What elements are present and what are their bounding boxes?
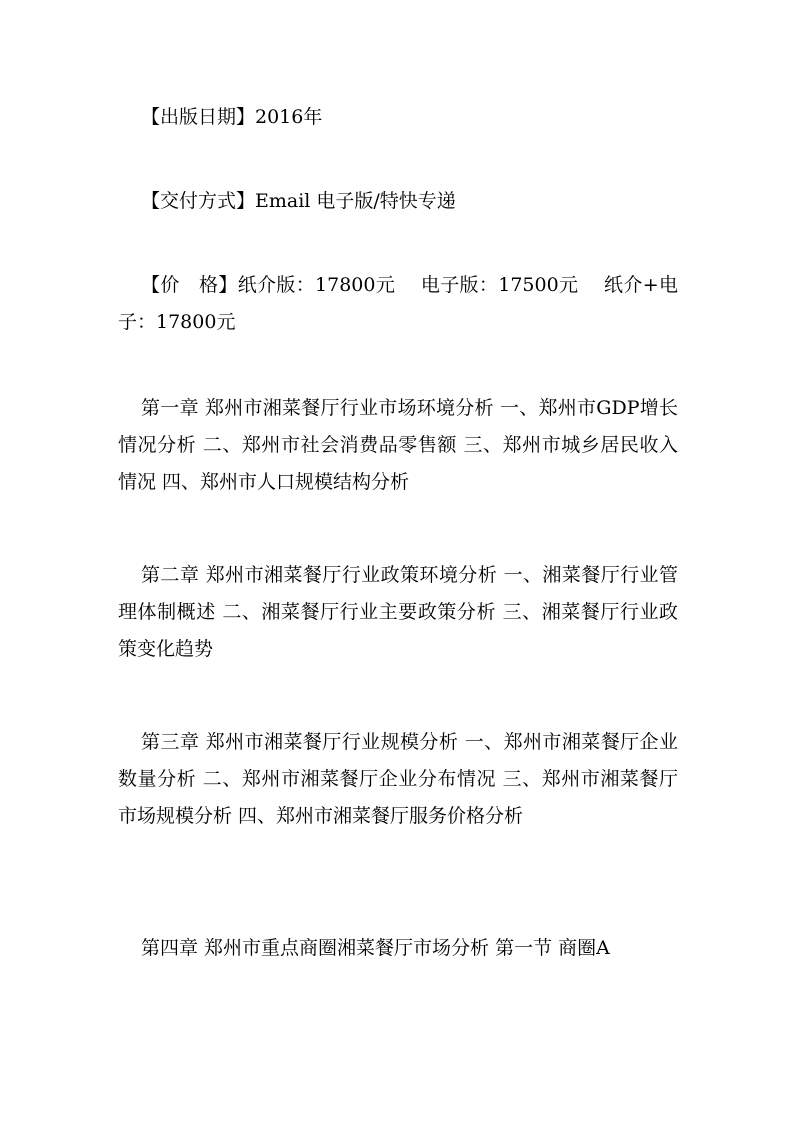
chapter-3-paragraph: 第三章 郑州市湘菜餐厅行业规模分析 一、郑州市湘菜餐厅企业数量分析 二、郑州市湘菜餐厅企业分布情况 三、郑州市湘菜餐厅市场规模分析 四、郑州市湘菜餐厅服务价格分析: [118, 731, 678, 827]
chapter-4-paragraph: 第四章 郑州市重点商圈湘菜餐厅市场分析 第一节 商圈A: [141, 937, 610, 959]
chapter-1-paragraph: 第一章 郑州市湘菜餐厅行业市场环境分析 一、郑州市GDP增长情况分析 二、郑州市社会消费品零售额 三、郑州市城乡居民收入情况 四、郑州市人口规模结构分析: [118, 397, 678, 493]
publish-date-line: 【出版日期】2016年: [141, 106, 323, 128]
price-line: 【价 格】纸介版：17800元 电子版：17500元 纸介+电子：17800元: [118, 274, 678, 333]
delivery-method-line: 【交付方式】Email 电子版/特快专递: [141, 190, 456, 212]
chapter-2-paragraph: 第二章 郑州市湘菜餐厅行业政策环境分析 一、湘菜餐厅行业管理体制概述 二、湘菜餐厅行业主要政策分析 三、湘菜餐厅行业政策变化趋势: [118, 564, 678, 660]
